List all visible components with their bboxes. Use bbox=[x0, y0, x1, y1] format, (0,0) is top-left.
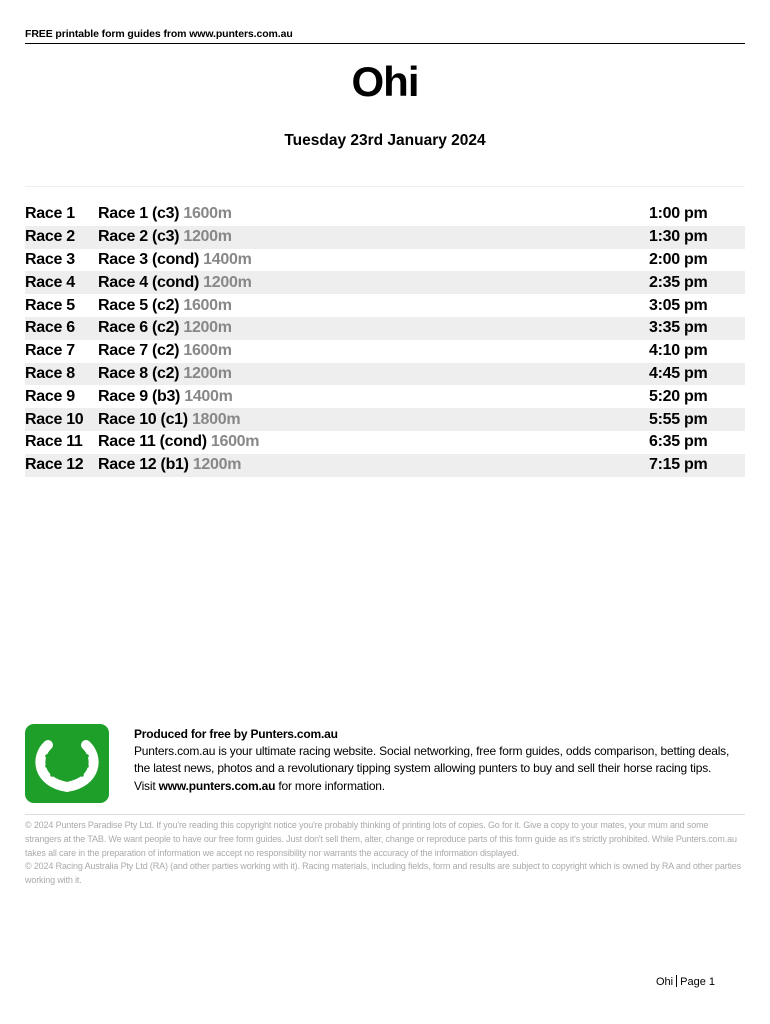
race-name: Race 9 (b3) bbox=[98, 387, 181, 405]
race-number: Race 6 bbox=[25, 319, 75, 337]
race-number: Race 5 bbox=[25, 296, 75, 314]
copyright-notice bbox=[25, 819, 745, 888]
race-number: Race 12 bbox=[25, 456, 84, 474]
race-name: Race 4 (cond) bbox=[98, 273, 200, 291]
race-distance: 1600m bbox=[183, 205, 232, 223]
race-title bbox=[98, 433, 649, 451]
race-distance: 1600m bbox=[183, 342, 232, 360]
promo-body: Punters.com.au is your ultimate racing website. Social networking, free form guides, odds comparison, betting deals, the latest news, photos and a revolutionary tipping system allowing punters to buy and sell their horse racing tips. bbox=[134, 744, 730, 776]
race-time: 4:45 pm bbox=[649, 364, 708, 382]
race-number: Race 9 bbox=[25, 387, 75, 405]
race-name: Race 11 (cond) bbox=[98, 433, 207, 451]
race-row bbox=[25, 385, 745, 408]
race-title bbox=[98, 388, 649, 406]
race-title bbox=[98, 228, 649, 246]
race-name: Race 6 (c2) bbox=[98, 319, 180, 337]
promo-text bbox=[134, 726, 745, 795]
race-distance: 1200m bbox=[203, 273, 252, 291]
race-time: 1:30 pm bbox=[649, 228, 708, 246]
page-footer bbox=[600, 975, 715, 988]
race-time: 2:35 pm bbox=[649, 273, 708, 291]
race-title bbox=[98, 411, 649, 429]
race-title bbox=[98, 456, 649, 474]
race-number: Race 1 bbox=[25, 205, 75, 223]
race-distance: 1400m bbox=[203, 250, 252, 268]
race-title bbox=[98, 342, 649, 360]
race-name: Race 8 (c2) bbox=[98, 364, 180, 382]
race-row bbox=[25, 271, 745, 294]
race-name: Race 10 (c1) bbox=[98, 410, 188, 428]
promo-section bbox=[25, 724, 745, 804]
race-time: 3:05 pm bbox=[649, 296, 708, 314]
race-number: Race 3 bbox=[25, 250, 75, 268]
race-number: Race 11 bbox=[25, 433, 83, 451]
race-number: Race 4 bbox=[25, 273, 75, 291]
punters-logo bbox=[25, 724, 109, 803]
page-number: Page 1 bbox=[680, 976, 715, 988]
race-time: 5:20 pm bbox=[649, 387, 708, 405]
race-distance: 1200m bbox=[192, 456, 242, 474]
race-title bbox=[98, 251, 649, 269]
race-title bbox=[98, 319, 649, 337]
race-row bbox=[25, 317, 745, 340]
race-distance: 1200m bbox=[183, 364, 232, 382]
race-row bbox=[25, 454, 745, 477]
race-row bbox=[25, 249, 745, 272]
race-name: Race 5 (c2) bbox=[98, 296, 180, 314]
race-row bbox=[25, 226, 745, 249]
footer-venue: Ohi bbox=[656, 976, 674, 988]
visit-suffix: for more information. bbox=[278, 778, 385, 793]
divider bbox=[25, 186, 745, 187]
race-distance: 1400m bbox=[184, 387, 233, 405]
race-row bbox=[25, 294, 745, 317]
race-time: 6:35 pm bbox=[649, 433, 708, 451]
copyright-punters: © 2024 Punters Paradise Pty Ltd. If you're reading this copyright notice you're probably thinking of printing lots of copies. Go for it. Give a copy to your mates, your mum and some strangers at the TAB. We want people to have our free form guides. Just don't sell them, alter, change or reproduce parts of this form guide as it's strictly prohibited. While Punters.com.au takes all care in the preparation of information we accept no responsibility nor warrants the accuracy of the information displayed. bbox=[25, 820, 737, 858]
race-distance: 1600m bbox=[183, 296, 232, 314]
horseshoe-icon bbox=[25, 724, 109, 803]
race-distance: 1200m bbox=[183, 319, 232, 337]
race-distance: 1800m bbox=[191, 410, 241, 428]
race-number: Race 7 bbox=[25, 342, 75, 360]
race-time: 3:35 pm bbox=[649, 319, 708, 337]
race-row bbox=[25, 431, 745, 454]
race-time: 7:15 pm bbox=[649, 456, 708, 474]
race-distance: 1600m bbox=[210, 433, 260, 451]
race-list bbox=[25, 203, 745, 477]
race-title bbox=[98, 205, 649, 223]
punters-link[interactable]: www.punters.com.au bbox=[158, 778, 276, 793]
race-name: Race 3 (cond) bbox=[98, 250, 200, 268]
visit-prefix: Visit bbox=[134, 778, 156, 793]
race-number: Race 2 bbox=[25, 228, 75, 246]
race-row bbox=[25, 408, 745, 431]
race-name: Race 2 (c3) bbox=[98, 228, 180, 246]
race-distance: 1200m bbox=[183, 228, 232, 246]
site-tagline: FREE printable form guides from www.punters.com.au bbox=[25, 28, 745, 44]
race-name: Race 12 (b1) bbox=[98, 456, 189, 474]
race-name: Race 7 (c2) bbox=[98, 342, 180, 360]
race-time: 4:10 pm bbox=[649, 342, 708, 360]
promo-heading: Produced for free by Punters.com.au bbox=[134, 727, 338, 741]
copyright-racing-australia: © 2024 Racing Australia Pty Ltd (RA) (and other parties working with it). Racing materials, including fields, form and results are subject to copyright which is owned by RA and other parties working with it. bbox=[25, 861, 741, 886]
footer-separator bbox=[676, 975, 677, 987]
race-row bbox=[25, 340, 745, 363]
race-time: 2:00 pm bbox=[649, 250, 708, 268]
race-title bbox=[98, 297, 649, 315]
race-number: Race 8 bbox=[25, 364, 75, 382]
race-title bbox=[98, 365, 649, 383]
race-time: 1:00 pm bbox=[649, 205, 708, 223]
race-name: Race 1 (c3) bbox=[98, 205, 180, 223]
race-row bbox=[25, 363, 745, 386]
meeting-date: Tuesday 23rd January 2024 bbox=[284, 132, 486, 149]
race-number: Race 10 bbox=[25, 410, 84, 428]
race-title bbox=[98, 274, 649, 292]
race-time: 5:55 pm bbox=[649, 410, 708, 428]
divider bbox=[25, 814, 745, 815]
venue-title: Ohi bbox=[351, 58, 419, 105]
race-row bbox=[25, 203, 745, 226]
